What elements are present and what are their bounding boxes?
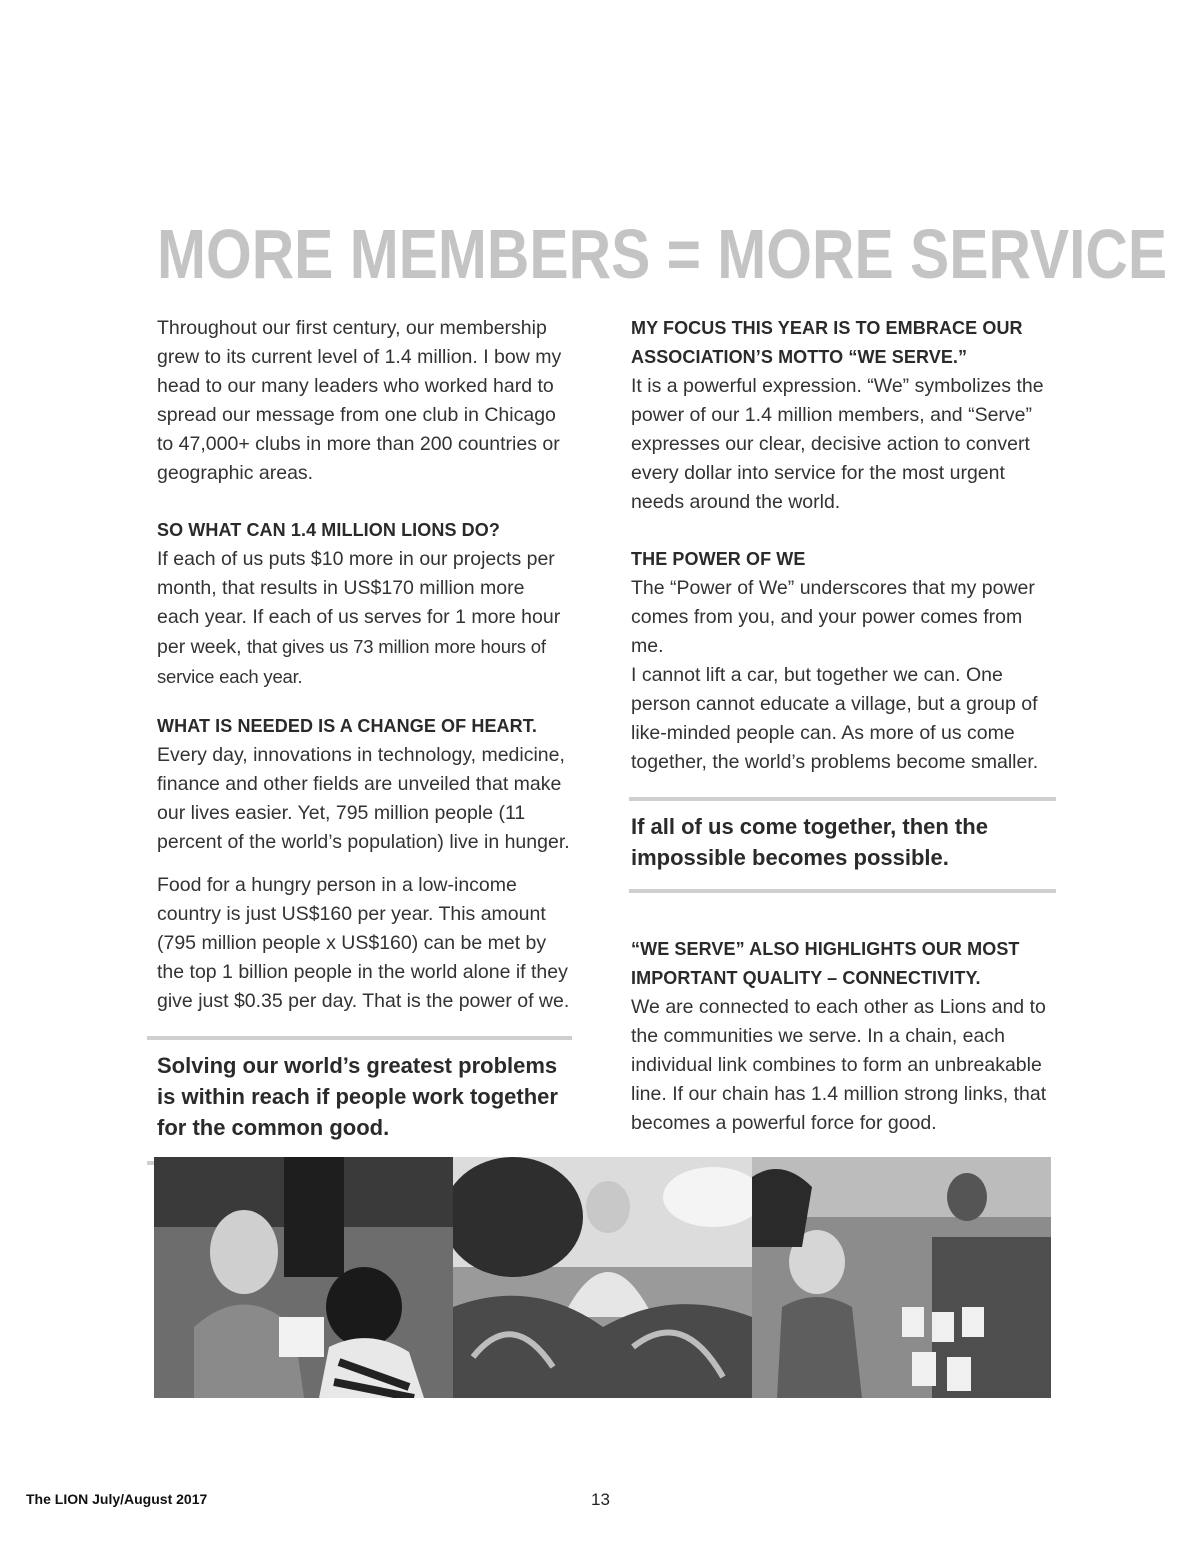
right-column	[631, 314, 1056, 1138]
pull-quote-right: If all of us come together, then the impossible becomes possible.	[629, 797, 1056, 893]
photo-strip	[154, 1157, 1051, 1398]
section-body-connectivity: We are connected to each other as Lions and to the communities we serve. In a chain, each individual link combines to form an unbreakable line. If our chain has 1.4 million strong links, that becomes a powerful force for good.	[631, 996, 1047, 1134]
left-column	[157, 314, 572, 1165]
section-body-hunger-cost: Food for a hungry person in a low-income country is just US$160 per year. This amount (795 million people x US$160) can be met by the top 1 billion people in the world alone if they give just $0.35 per day. That is the power of we.	[157, 874, 570, 1012]
section-body-together: I cannot lift a car, but together we can. One person cannot educate a village, but a group of like-minded people can. As more of us come together, the world’s problems become smaller.	[631, 664, 1039, 773]
section-body-power-of-we: The “Power of We” underscores that my power comes from you, and your power comes from me.	[631, 577, 1035, 657]
intro-paragraph: Throughout our first century, our membership grew to its current level of 1.4 million. I bow my head to our many leaders who worked hard to spread our message from one club in Chicago to 47,000+ clubs in more than 200 countries or geographic areas.	[157, 317, 562, 484]
photo-children-receiving-drinks	[752, 1157, 1051, 1398]
section-body-lions-do-b: that gives us 73 million more hours of service each year.	[157, 636, 546, 687]
section-heading-power-of-we: THE POWER OF WE	[631, 549, 806, 569]
section-heading-lions-do: SO WHAT CAN 1.4 MILLION LIONS DO?	[157, 520, 500, 540]
page-number: 13	[591, 1490, 610, 1509]
photo-elder-in-garden	[453, 1157, 752, 1398]
page-headline: MORE MEMBERS = MORE SERVICE	[157, 215, 1168, 293]
section-body-lions-do	[157, 545, 572, 692]
publication-title: The LION July/August 2017	[26, 1491, 208, 1507]
section-body-change-of-heart: Every day, innovations in technology, medicine, finance and other fields are unveiled that make our lives easier. Yet, 795 million people (11 percent of the world’s population) live in hunger.	[157, 744, 570, 853]
photo-volunteer-with-child	[154, 1157, 453, 1398]
pull-quote-left: Solving our world’s greatest problems is within reach if people work together for the common good.	[147, 1036, 572, 1165]
section-heading-focus: MY FOCUS THIS YEAR IS TO EMBRACE OUR ASSOCIATION’S MOTTO “WE SERVE.”	[631, 318, 1023, 367]
section-heading-connectivity: “WE SERVE” ALSO HIGHLIGHTS OUR MOST IMPORTANT QUALITY – CONNECTIVITY.	[631, 939, 1020, 988]
section-body-focus: It is a powerful expression. “We” symbolizes the power of our 1.4 million members, and “Serve” expresses our clear, decisive action to convert every dollar into service for the most urgent needs around the world.	[631, 375, 1044, 513]
section-heading-change-of-heart: WHAT IS NEEDED IS A CHANGE OF HEART.	[157, 716, 537, 736]
section-body-lions-do-a: If each of us puts $10 more in our projects per month, that results in US$170 million more each year. If each of us serves for 1 more hour per week,	[157, 548, 561, 658]
